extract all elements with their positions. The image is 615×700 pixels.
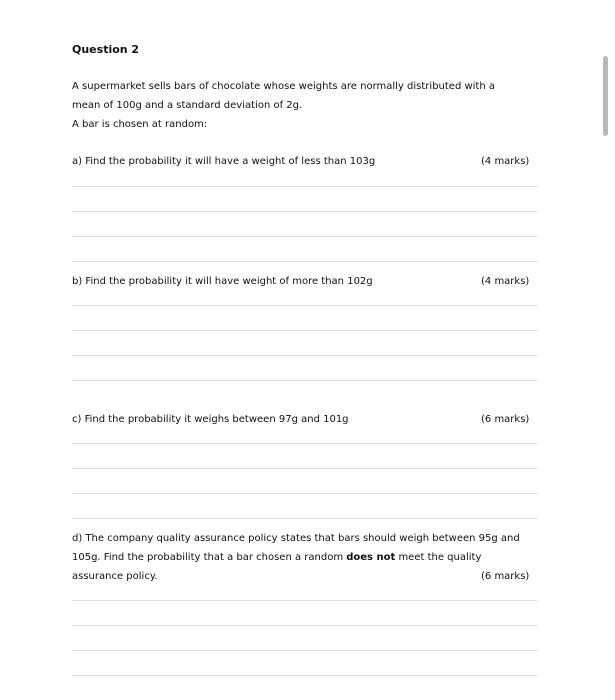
part-d-line-2-end: meet the quality — [395, 552, 482, 563]
intro-line-3: A bar is chosen at random: — [72, 119, 208, 130]
part-c-text: c) Find the probability it weighs between 97g and 101g — [72, 414, 349, 425]
answer-line — [72, 211, 538, 212]
answer-line — [72, 236, 538, 237]
part-c-marks: (6 marks) — [481, 414, 530, 425]
answer-line — [72, 518, 538, 519]
part-a-text: a) Find the probability it will have a weight of less than 103g — [72, 156, 376, 167]
intro-line-2: mean of 100g and a standard deviation of 2g. — [72, 100, 303, 111]
answer-line — [72, 186, 538, 187]
part-d-line-1: d) The company quality assurance policy states that bars should weigh between 95g and — [72, 533, 520, 544]
part-d-emphasis: does not — [346, 552, 396, 563]
answer-line — [72, 625, 538, 626]
part-d-line-2-start: 105g. Find the probability that a bar chosen a random — [72, 552, 347, 563]
answer-line — [72, 261, 538, 262]
answer-line — [72, 650, 538, 651]
answer-line — [72, 675, 538, 676]
answer-line — [72, 380, 538, 381]
intro-line-1: A supermarket sells bars of chocolate whose weights are normally distributed with a — [72, 81, 495, 92]
answer-line — [72, 443, 538, 444]
answer-line — [72, 305, 538, 306]
answer-line — [72, 355, 538, 356]
question-title: Question 2 — [72, 43, 140, 56]
part-a-marks: (4 marks) — [481, 156, 530, 167]
answer-line — [72, 600, 538, 601]
part-d-line-2 — [72, 548, 481, 568]
answer-line — [72, 493, 538, 494]
answer-line — [72, 468, 538, 469]
scrollbar-thumb[interactable] — [603, 56, 608, 136]
part-b-marks: (4 marks) — [481, 276, 530, 287]
part-d-line-3: assurance policy. — [72, 571, 158, 582]
answer-line — [72, 330, 538, 331]
part-b-text: b) Find the probability it will have weight of more than 102g — [72, 276, 373, 287]
part-d-marks: (6 marks) — [481, 571, 530, 582]
